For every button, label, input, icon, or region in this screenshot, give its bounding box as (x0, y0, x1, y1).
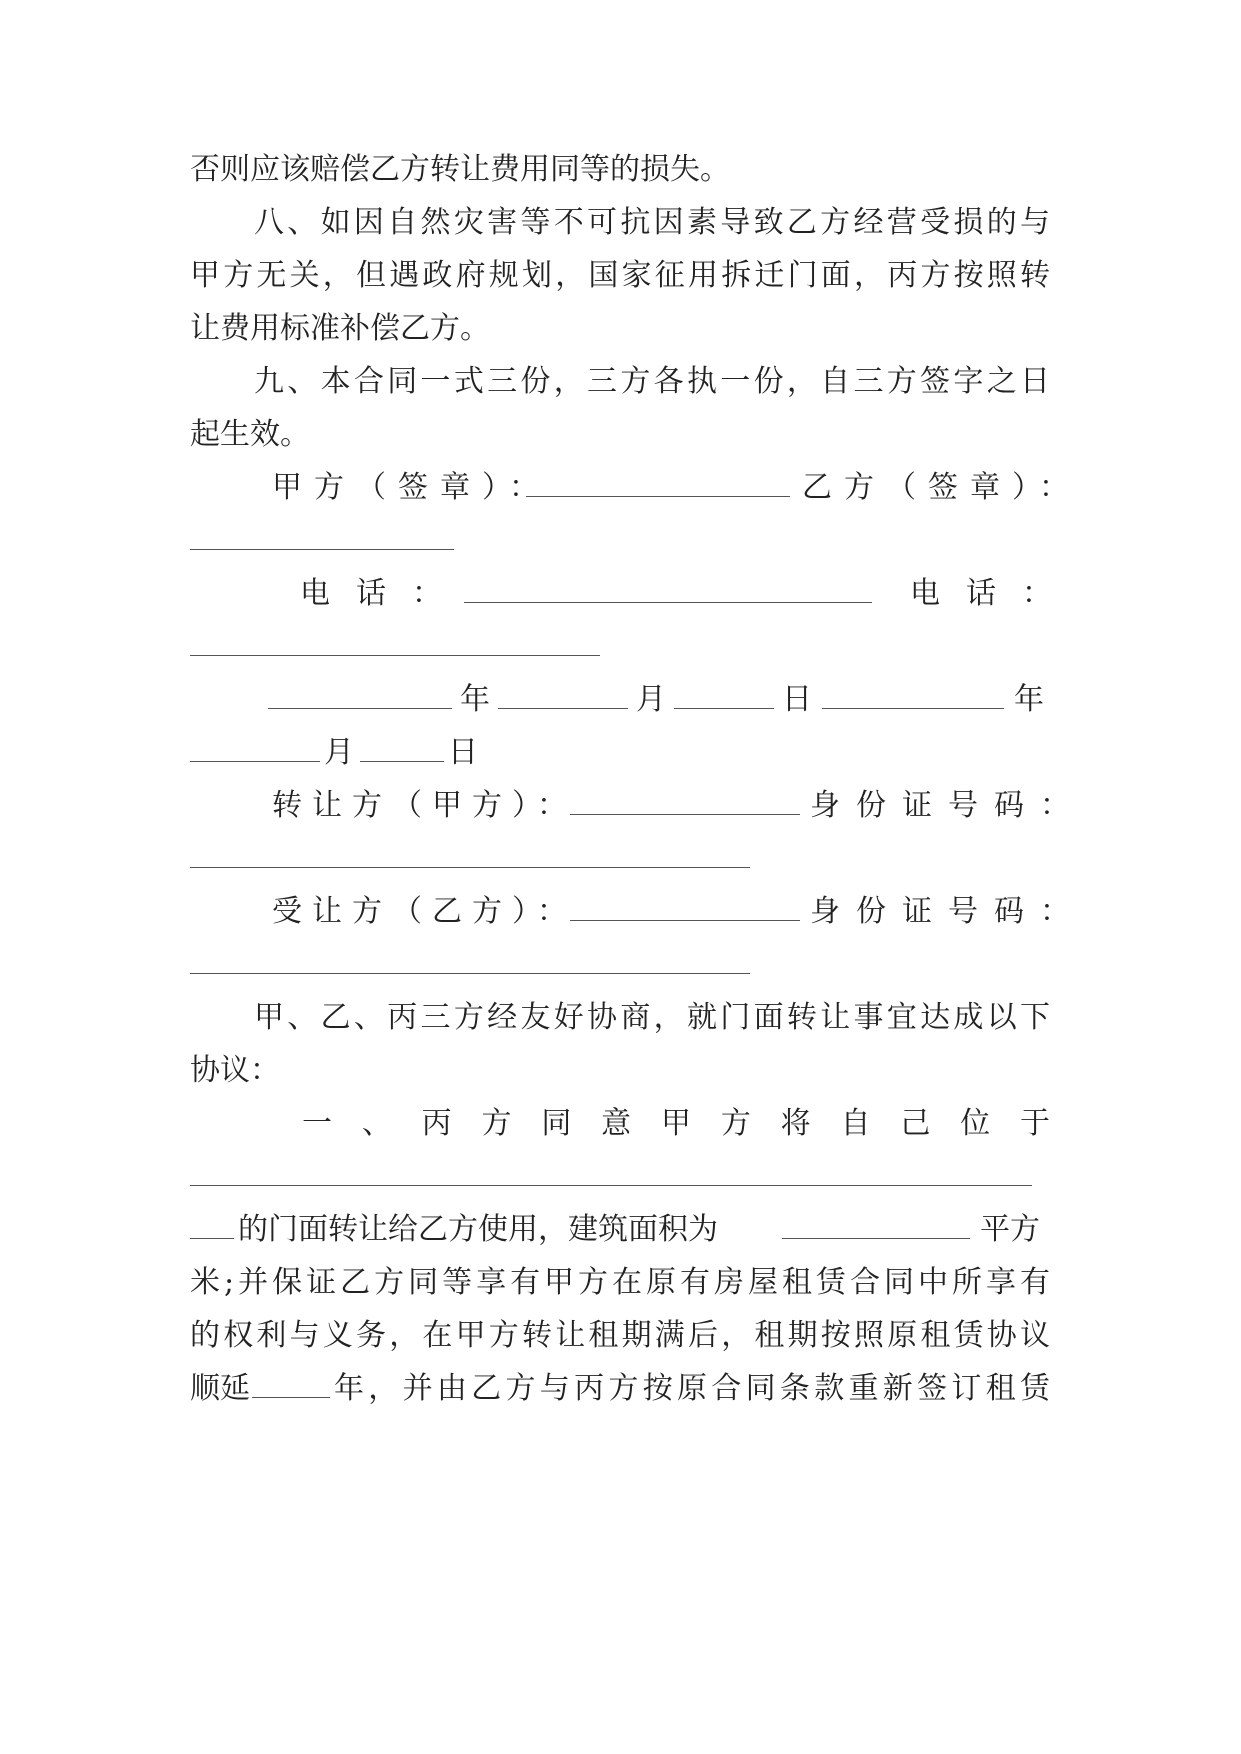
transferor-label: 转让方（甲方）： (272, 788, 577, 823)
article-one-text: 的权利与义务，在甲方转让租期满后，租期按照原租赁协议 (190, 1318, 1050, 1353)
transferee-row-cont (190, 945, 1050, 985)
year-label: 年 (460, 682, 490, 717)
month-blank-2 (190, 733, 320, 762)
transferor-id-label: 身份证号码： (810, 788, 1086, 823)
party-b-sign-blank (190, 521, 454, 550)
month-blank (498, 680, 628, 709)
date-row (190, 680, 1050, 720)
transferor-id-blank (190, 839, 750, 868)
article-one-area-row (190, 1210, 1050, 1250)
party-b-sign-label: 乙方（签章）： (802, 470, 1081, 505)
extension-text: 年，并由乙方与丙方按原合同条款重新签订租赁 (334, 1371, 1050, 1406)
year-blank-2 (822, 680, 1004, 709)
year-label-2: 年 (1014, 682, 1044, 717)
month-label-2: 月 (324, 735, 354, 770)
party-b-phone-blank (190, 627, 600, 656)
phone-row-cont (190, 627, 1050, 667)
article-one-extension-row (190, 1369, 1050, 1409)
phone-row (190, 574, 1078, 614)
location-blank (190, 1157, 1032, 1186)
month-label: 月 (636, 682, 666, 717)
day-blank-2 (360, 733, 444, 762)
transferor-row-cont (190, 839, 1050, 879)
year-blank (268, 680, 452, 709)
article-one-location-row (190, 1157, 1050, 1197)
article-one-row (190, 1104, 1050, 1144)
signature-row-cont (190, 521, 1050, 561)
clause-eight-text: 八、如因自然灾害等不可抗因素导致乙方经营受损的与 (254, 205, 1050, 240)
article-one-text: 米;并保证乙方同等享有甲方在原有房屋租赁合同中所享有 (190, 1265, 1050, 1300)
clause-nine-text: 九、本合同一式三份，三方各执一份，自三方签字之日 (254, 364, 1050, 399)
signature-row (190, 468, 1081, 508)
intro-text: 甲、乙、丙三方经友好协商，就门面转让事宜达成以下 (254, 1000, 1050, 1035)
clause-text: 否则应该赔偿乙方转让费用同等的损失。 (190, 152, 730, 187)
day-label-2: 日 (448, 735, 478, 770)
day-label: 日 (782, 682, 812, 717)
transferor-blank (570, 786, 800, 815)
party-a-phone-label: 电话： (300, 576, 468, 611)
clause-text: 让费用标准补偿乙方。 (190, 311, 490, 346)
party-b-phone-label: 电话： (910, 576, 1078, 611)
clause-text: 起生效。 (190, 417, 310, 452)
day-blank (674, 680, 774, 709)
transferee-id-label: 身份证号码： (810, 894, 1086, 929)
area-unit-text: 平方 (980, 1212, 1040, 1247)
transferor-row (190, 786, 1086, 826)
date-row-cont (190, 733, 1050, 773)
party-a-sign-blank (526, 468, 790, 497)
article-one-text: 一、丙方同意甲方将自己位于 (302, 1106, 1050, 1141)
transferee-row (190, 892, 1086, 932)
extension-years-blank (252, 1369, 330, 1398)
area-text: 的门面转让给乙方使用，建筑面积为 (238, 1212, 718, 1247)
intro-text: 协议： (190, 1053, 280, 1088)
extension-text: 顺延 (190, 1371, 250, 1406)
clause-text: 甲方无关，但遇政府规划，国家征用拆迁门面，丙方按照转 (190, 258, 1050, 293)
transferee-label: 受让方（乙方）： (272, 894, 577, 929)
area-blank (782, 1210, 970, 1239)
transferee-blank (570, 892, 800, 921)
location-blank-end (190, 1210, 234, 1239)
party-a-phone-blank (464, 574, 872, 603)
transferee-id-blank (190, 945, 750, 974)
party-a-sign-label: 甲方（签章）： (272, 470, 551, 505)
